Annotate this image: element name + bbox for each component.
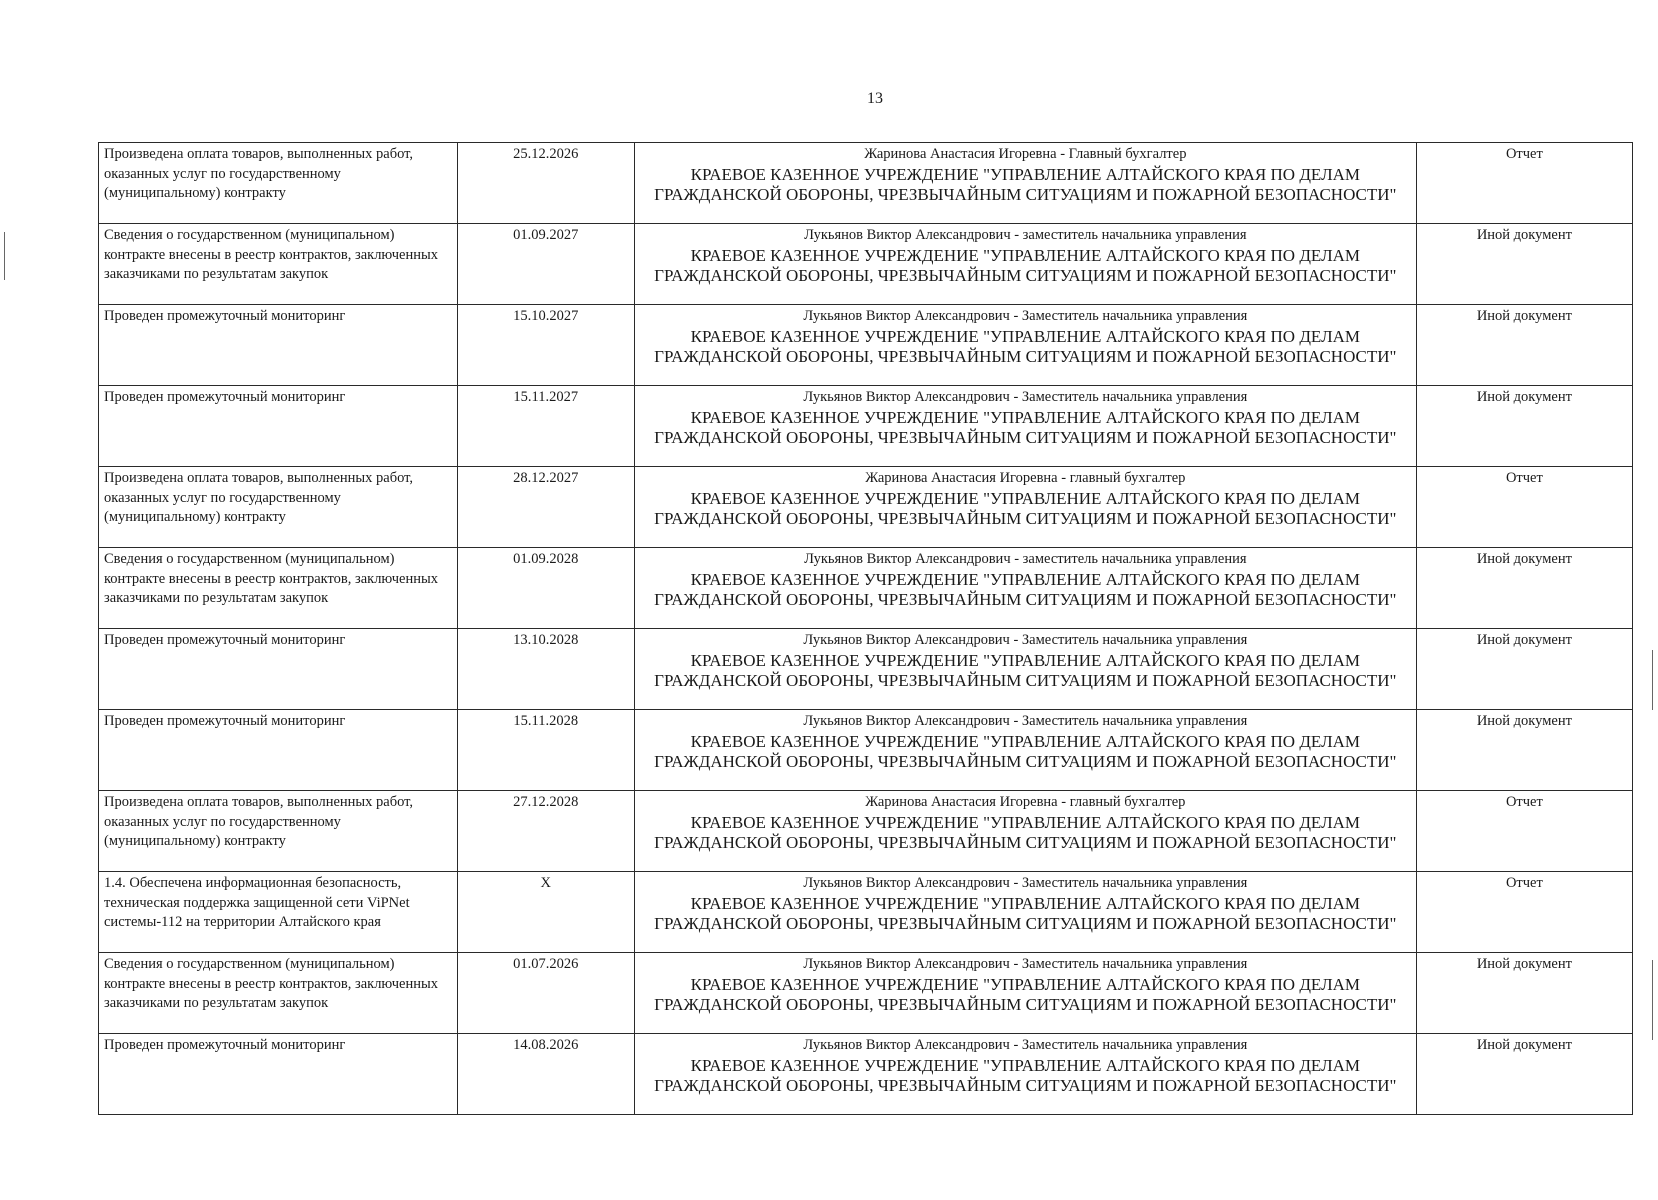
table-row <box>99 548 1633 629</box>
date-cell: 15.10.2027 <box>457 305 634 386</box>
table-row <box>99 791 1633 872</box>
table-body <box>99 143 1633 1115</box>
scan-margin-mark-right <box>1652 960 1653 1040</box>
date-cell: 27.12.2028 <box>457 791 634 872</box>
responsible-organization: КРАЕВОЕ КАЗЕННОЕ УЧРЕЖДЕНИЕ "УПРАВЛЕНИЕ АЛТАЙСКОГО КРАЯ ПО ДЕЛАМ ГРАЖДАНСКОЙ ОБОРОНЫ, ЧРЕЗВЫЧАЙНЫМ СИТУАЦИЯМ И ПОЖАРНОЙ БЕЗОПАСНОСТИ" <box>654 650 1397 690</box>
responsible-person: Жаринова Анастасия Игоревна - Главный бухгалтер <box>864 146 1187 162</box>
responsible-cell <box>634 467 1416 548</box>
scan-margin-mark-left <box>4 232 5 280</box>
table-row <box>99 224 1633 305</box>
responsible-cell <box>634 143 1416 224</box>
responsible-person: Лукьянов Виктор Александрович - Заместитель начальника управления <box>803 632 1248 648</box>
responsible-person: Лукьянов Виктор Александрович - Заместитель начальника управления <box>803 713 1248 729</box>
event-cell: Сведения о государственном (муниципальном) контракте внесены в реестр контрактов, заключенных заказчиками по результатам закупок <box>99 548 458 629</box>
document-type-cell: Иной документ <box>1416 548 1632 629</box>
document-type-cell: Отчет <box>1416 143 1632 224</box>
date-cell: 25.12.2026 <box>457 143 634 224</box>
responsible-person: Лукьянов Виктор Александрович - Заместитель начальника управления <box>803 389 1248 405</box>
date-cell: 15.11.2028 <box>457 710 634 791</box>
responsible-person: Лукьянов Виктор Александрович - Заместитель начальника управления <box>803 875 1248 891</box>
control-points-table <box>98 142 1633 1115</box>
event-cell: Сведения о государственном (муниципальном) контракте внесены в реестр контрактов, заключенных заказчиками по результатам закупок <box>99 224 458 305</box>
responsible-organization: КРАЕВОЕ КАЗЕННОЕ УЧРЕЖДЕНИЕ "УПРАВЛЕНИЕ АЛТАЙСКОГО КРАЯ ПО ДЕЛАМ ГРАЖДАНСКОЙ ОБОРОНЫ, ЧРЕЗВЫЧАЙНЫМ СИТУАЦИЯМ И ПОЖАРНОЙ БЕЗОПАСНОСТИ" <box>654 326 1397 366</box>
responsible-organization: КРАЕВОЕ КАЗЕННОЕ УЧРЕЖДЕНИЕ "УПРАВЛЕНИЕ АЛТАЙСКОГО КРАЯ ПО ДЕЛАМ ГРАЖДАНСКОЙ ОБОРОНЫ, ЧРЕЗВЫЧАЙНЫМ СИТУАЦИЯМ И ПОЖАРНОЙ БЕЗОПАСНОСТИ" <box>654 245 1397 285</box>
responsible-cell <box>634 953 1416 1034</box>
document-type-cell: Иной документ <box>1416 224 1632 305</box>
responsible-person: Лукьянов Виктор Александрович - заместитель начальника управления <box>804 227 1247 243</box>
document-type-cell: Иной документ <box>1416 305 1632 386</box>
responsible-person: Жаринова Анастасия Игоревна - главный бухгалтер <box>865 794 1186 810</box>
document-type-cell: Отчет <box>1416 467 1632 548</box>
responsible-cell <box>634 629 1416 710</box>
responsible-organization: КРАЕВОЕ КАЗЕННОЕ УЧРЕЖДЕНИЕ "УПРАВЛЕНИЕ АЛТАЙСКОГО КРАЯ ПО ДЕЛАМ ГРАЖДАНСКОЙ ОБОРОНЫ, ЧРЕЗВЫЧАЙНЫМ СИТУАЦИЯМ И ПОЖАРНОЙ БЕЗОПАСНОСТИ" <box>654 731 1397 771</box>
document-type-cell: Отчет <box>1416 791 1632 872</box>
responsible-organization: КРАЕВОЕ КАЗЕННОЕ УЧРЕЖДЕНИЕ "УПРАВЛЕНИЕ АЛТАЙСКОГО КРАЯ ПО ДЕЛАМ ГРАЖДАНСКОЙ ОБОРОНЫ, ЧРЕЗВЫЧАЙНЫМ СИТУАЦИЯМ И ПОЖАРНОЙ БЕЗОПАСНОСТИ" <box>654 488 1397 528</box>
responsible-person: Жаринова Анастасия Игоревна - главный бухгалтер <box>865 470 1186 486</box>
event-cell: Произведена оплата товаров, выполненных работ, оказанных услуг по государственному (муниципальному) контракту <box>99 467 458 548</box>
responsible-cell <box>634 548 1416 629</box>
event-cell: Произведена оплата товаров, выполненных работ, оказанных услуг по государственному (муниципальному) контракту <box>99 143 458 224</box>
table-row <box>99 872 1633 953</box>
date-cell: 14.08.2026 <box>457 1034 634 1115</box>
table-row <box>99 305 1633 386</box>
responsible-cell <box>634 386 1416 467</box>
responsible-organization: КРАЕВОЕ КАЗЕННОЕ УЧРЕЖДЕНИЕ "УПРАВЛЕНИЕ АЛТАЙСКОГО КРАЯ ПО ДЕЛАМ ГРАЖДАНСКОЙ ОБОРОНЫ, ЧРЕЗВЫЧАЙНЫМ СИТУАЦИЯМ И ПОЖАРНОЙ БЕЗОПАСНОСТИ" <box>654 812 1397 852</box>
responsible-organization: КРАЕВОЕ КАЗЕННОЕ УЧРЕЖДЕНИЕ "УПРАВЛЕНИЕ АЛТАЙСКОГО КРАЯ ПО ДЕЛАМ ГРАЖДАНСКОЙ ОБОРОНЫ, ЧРЕЗВЫЧАЙНЫМ СИТУАЦИЯМ И ПОЖАРНОЙ БЕЗОПАСНОСТИ" <box>654 407 1397 447</box>
date-cell: 15.11.2027 <box>457 386 634 467</box>
responsible-cell <box>634 305 1416 386</box>
event-cell: Проведен промежуточный мониторинг <box>99 1034 458 1115</box>
responsible-person: Лукьянов Виктор Александрович - Заместитель начальника управления <box>803 1037 1248 1053</box>
document-type-cell: Иной документ <box>1416 953 1632 1034</box>
date-cell: 13.10.2028 <box>457 629 634 710</box>
event-cell: Сведения о государственном (муниципальном) контракте внесены в реестр контрактов, заключенных заказчиками по результатам закупок <box>99 953 458 1034</box>
table-row <box>99 710 1633 791</box>
document-type-cell: Иной документ <box>1416 386 1632 467</box>
responsible-organization: КРАЕВОЕ КАЗЕННОЕ УЧРЕЖДЕНИЕ "УПРАВЛЕНИЕ АЛТАЙСКОГО КРАЯ ПО ДЕЛАМ ГРАЖДАНСКОЙ ОБОРОНЫ, ЧРЕЗВЫЧАЙНЫМ СИТУАЦИЯМ И ПОЖАРНОЙ БЕЗОПАСНОСТИ" <box>654 1055 1397 1095</box>
responsible-organization: КРАЕВОЕ КАЗЕННОЕ УЧРЕЖДЕНИЕ "УПРАВЛЕНИЕ АЛТАЙСКОГО КРАЯ ПО ДЕЛАМ ГРАЖДАНСКОЙ ОБОРОНЫ, ЧРЕЗВЫЧАЙНЫМ СИТУАЦИЯМ И ПОЖАРНОЙ БЕЗОПАСНОСТИ" <box>654 569 1397 609</box>
responsible-person: Лукьянов Виктор Александрович - Заместитель начальника управления <box>803 308 1248 324</box>
document-type-cell: Иной документ <box>1416 629 1632 710</box>
responsible-cell <box>634 791 1416 872</box>
responsible-organization: КРАЕВОЕ КАЗЕННОЕ УЧРЕЖДЕНИЕ "УПРАВЛЕНИЕ АЛТАЙСКОГО КРАЯ ПО ДЕЛАМ ГРАЖДАНСКОЙ ОБОРОНЫ, ЧРЕЗВЫЧАЙНЫМ СИТУАЦИЯМ И ПОЖАРНОЙ БЕЗОПАСНОСТИ" <box>654 893 1397 933</box>
responsible-person: Лукьянов Виктор Александрович - Заместитель начальника управления <box>803 956 1248 972</box>
responsible-cell <box>634 710 1416 791</box>
table-row <box>99 467 1633 548</box>
event-cell: Проведен промежуточный мониторинг <box>99 710 458 791</box>
event-cell: Проведен промежуточный мониторинг <box>99 305 458 386</box>
document-type-cell: Отчет <box>1416 872 1632 953</box>
table-row <box>99 629 1633 710</box>
document-type-cell: Иной документ <box>1416 710 1632 791</box>
event-cell: Произведена оплата товаров, выполненных работ, оказанных услуг по государственному (муниципальному) контракту <box>99 791 458 872</box>
scan-margin-mark-right <box>1652 650 1653 710</box>
table-row <box>99 386 1633 467</box>
responsible-organization: КРАЕВОЕ КАЗЕННОЕ УЧРЕЖДЕНИЕ "УПРАВЛЕНИЕ АЛТАЙСКОГО КРАЯ ПО ДЕЛАМ ГРАЖДАНСКОЙ ОБОРОНЫ, ЧРЕЗВЫЧАЙНЫМ СИТУАЦИЯМ И ПОЖАРНОЙ БЕЗОПАСНОСТИ" <box>654 974 1397 1014</box>
responsible-cell <box>634 1034 1416 1115</box>
date-cell: 01.09.2028 <box>457 548 634 629</box>
responsible-cell <box>634 872 1416 953</box>
table-row <box>99 1034 1633 1115</box>
table-row <box>99 143 1633 224</box>
document-type-cell: Иной документ <box>1416 1034 1632 1115</box>
date-cell: 01.07.2026 <box>457 953 634 1034</box>
event-cell: Проведен промежуточный мониторинг <box>99 386 458 467</box>
responsible-person: Лукьянов Виктор Александрович - заместитель начальника управления <box>804 551 1247 567</box>
responsible-cell <box>634 224 1416 305</box>
responsible-organization: КРАЕВОЕ КАЗЕННОЕ УЧРЕЖДЕНИЕ "УПРАВЛЕНИЕ АЛТАЙСКОГО КРАЯ ПО ДЕЛАМ ГРАЖДАНСКОЙ ОБОРОНЫ, ЧРЕЗВЫЧАЙНЫМ СИТУАЦИЯМ И ПОЖАРНОЙ БЕЗОПАСНОСТИ" <box>654 164 1397 204</box>
date-cell: X <box>457 872 634 953</box>
date-cell: 28.12.2027 <box>457 467 634 548</box>
page-number: 13 <box>867 90 883 107</box>
table-row <box>99 953 1633 1034</box>
event-cell: Проведен промежуточный мониторинг <box>99 629 458 710</box>
date-cell: 01.09.2027 <box>457 224 634 305</box>
event-cell: 1.4. Обеспечена информационная безопасность, техническая поддержка защищенной сети ViPNet системы-112 на территории Алтайского края <box>99 872 458 953</box>
